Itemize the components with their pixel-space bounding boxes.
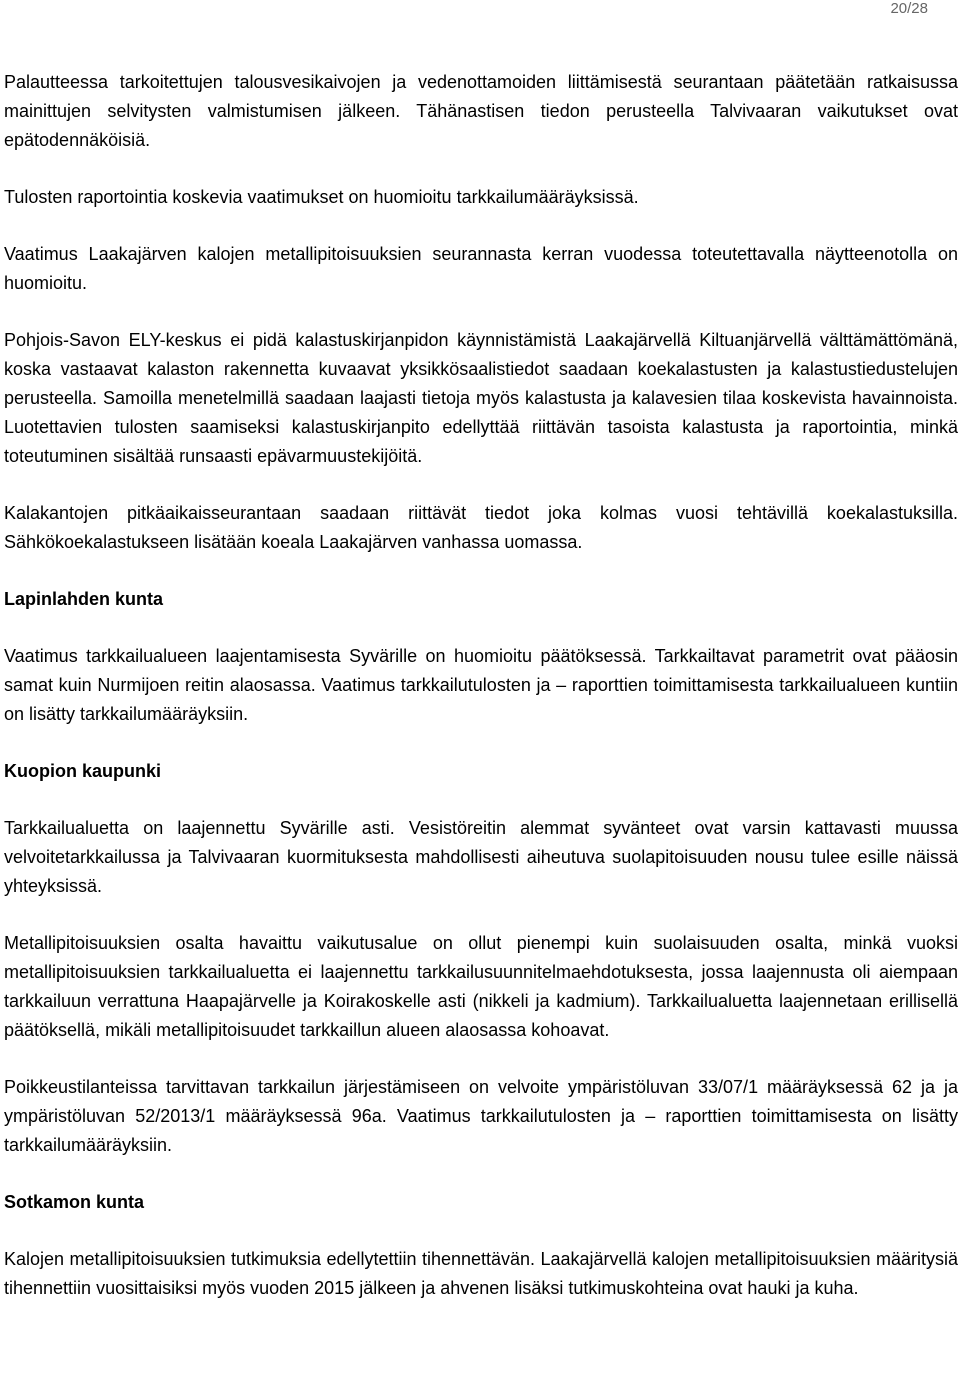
paragraph-6: Vaatimus tarkkailualueen laajentamisesta Syvärille on huomioitu päätöksessä. Tarkkailtavat parametrit ovat pääosin samat kuin Nurmijoen reitin alaosassa. Vaatimus tarkkailutulosten ja – raporttien toimittamisesta tarkkailualueen kuntiin on lisätty tarkkailumääräyksiin. (4, 646, 958, 724)
paragraph-3: Vaatimus Laakajärven kalojen metallipitoisuuksien seurannasta kerran vuodessa toteutettavalla näytteenotolla on huomioitu. (4, 244, 958, 293)
paragraph-5: Kalakantojen pitkäaikaisseurantaan saadaan riittävät tiedot joka kolmas vuosi tehtävillä koekalastuksilla. Sähkökoekalastukseen lisätään koeala Laakajärven vanhassa uomassa. (4, 503, 958, 552)
paragraph-9: Poikkeustilanteissa tarvittavan tarkkailun järjestämiseen on velvoite ympäristöluvan 33/07/1 määräyksessä 62 ja ja ympäristöluvan 52/2013/1 määräyksessä 96a. Vaatimus tarkkailutulosten ja – raporttien toimittamisesta on lisätty tarkkailumääräyksiin. (4, 1077, 958, 1155)
section-heading-kuopio: Kuopion kaupunki (4, 761, 161, 781)
paragraph-10: Kalojen metallipitoisuuksien tutkimuksia edellytettiin tihennettävän. Laakajärvellä kalojen metallipitoisuuksien määritysiä tihennettiin vuosittaisiksi myös vuoden 2015 jälkeen ja ahvenen lisäksi tutkimuskohteina ovat hauki ja kuha. (4, 1249, 958, 1298)
paragraph-4: Pohjois-Savon ELY-keskus ei pidä kalastuskirjanpidon käynnistämistä Laakajärvellä Kiltuanjärvellä välttämättömänä, koska vastaavat kalaston rakennetta kuvaavat yksikkösaalistiedot saadaan koekalastusten ja kalastustiedustelujen perusteella. Samoilla menetelmillä saadaan laajasti tietoja myös kalastusta ja kalavesien tilaa koskevista havainnoista. Luotettavien tulosten saamiseksi kalastuskirjanpito edellyttää riittävän tasoista kalastusta ja raportointia, minkä toteutuminen sisältää runsaasti epävarmuustekijöitä. (4, 330, 958, 466)
page-number: 20/28 (890, 0, 928, 17)
paragraph-8: Metallipitoisuuksien osalta havaittu vaikutusalue on ollut pienempi kuin suolaisuuden osalta, minkä vuoksi metallipitoisuuksien tarkkailualuetta ei laajennettu tarkkailusuunnitelmaehdotuksesta, jossa laajennusta oli aiempaan tarkkailuun verrattuna Haapajärvelle ja Koirakoskelle asti (nikkeli ja kadmium). Tarkkailualuetta laajennetaan erillisellä päätöksellä, mikäli metallipitoisuudet tarkkaillun alueen alaosassa kohoavat. (4, 933, 958, 1040)
section-heading-lapinlahti: Lapinlahden kunta (4, 589, 164, 609)
paragraph-2: Tulosten raportointia koskevia vaatimukset on huomioitu tarkkailumääräyksissä. (4, 187, 639, 207)
paragraph-7: Tarkkailualuetta on laajennettu Syvärille asti. Vesistöreitin alemmat syvänteet ovat varsin kattavasti muussa velvoitetarkkailussa ja Talvivaaran kuormituksesta mahdollisesti aiheutuva suolapitoisuuden nousu tulee esille näissä yhteyksissä. (4, 818, 958, 896)
section-heading-sotkamo: Sotkamon kunta (4, 1192, 145, 1212)
paragraph-1: Palautteessa tarkoitettujen talousvesikaivojen ja vedenottamoiden liittämisestä seurantaan päätetään ratkaisussa mainittujen selvitysten valmistumisen jälkeen. Tähänastisen tiedon perusteella Talvivaaran vaikutukset ovat epätodennäköisiä. (4, 72, 958, 150)
document-body (4, 68, 958, 1331)
